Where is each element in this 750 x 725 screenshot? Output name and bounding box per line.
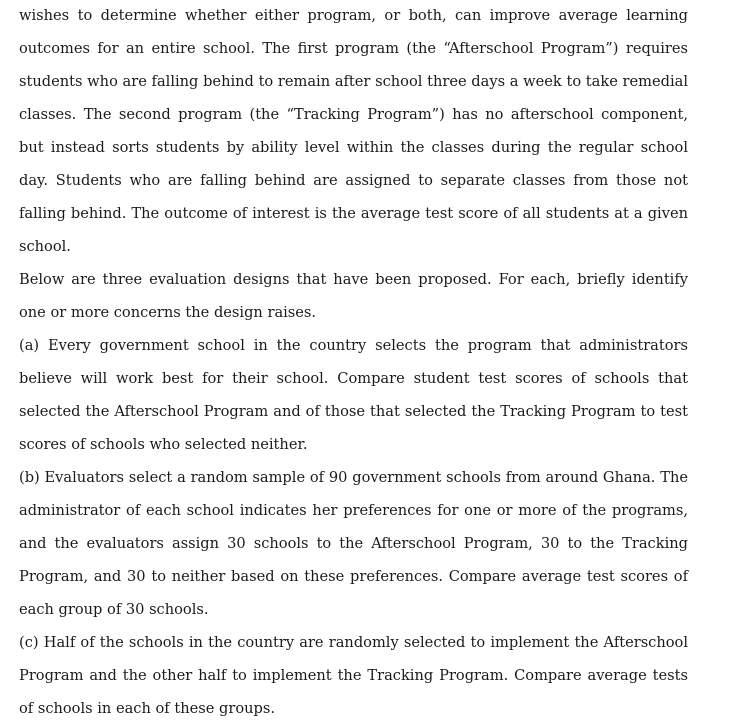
document-body xyxy=(19,0,688,725)
design-a-paragraph: (a) Every government school in the country selects the program that administrators believe will work best for their school. Compare student test scores of schools that selected the Afterschool Program and of those that selected the Tracking Program to test scores of schools who selected neither. xyxy=(19,337,688,453)
design-c-paragraph: (c) Half of the schools in the country are randomly selected to implement the Afterschool Program and the other half to implement the Tracking Program. Compare average tests of schools in each of these groups. xyxy=(19,634,688,717)
intro-paragraph: wishes to determine whether either program, or both, can improve average learning outcomes for an entire school. The first program (the “Afterschool Program”) requires students who are falling behind to remain after school three days a week to take remedial classes. The second program (the “Tracking Program”) has no afterschool component, but instead sorts students by ability level within the classes during the regular school day. Students who are falling behind are assigned to separate classes from those not falling behind. The outcome of interest is the average test score of all students at a given school. xyxy=(19,7,688,255)
design-b-paragraph: (b) Evaluators select a random sample of 90 government schools from around Ghana. The administrator of each school indicates her preferences for one or more of the programs, and the evaluators assign 30 schools to the Afterschool Program, 30 to the Tracking Program, and 30 to neither based on these preferences. Compare average test scores of each group of 30 schools. xyxy=(19,469,688,618)
instructions-paragraph: Below are three evaluation designs that have been proposed. For each, briefly identify one or more concerns the design raises. xyxy=(19,271,688,321)
